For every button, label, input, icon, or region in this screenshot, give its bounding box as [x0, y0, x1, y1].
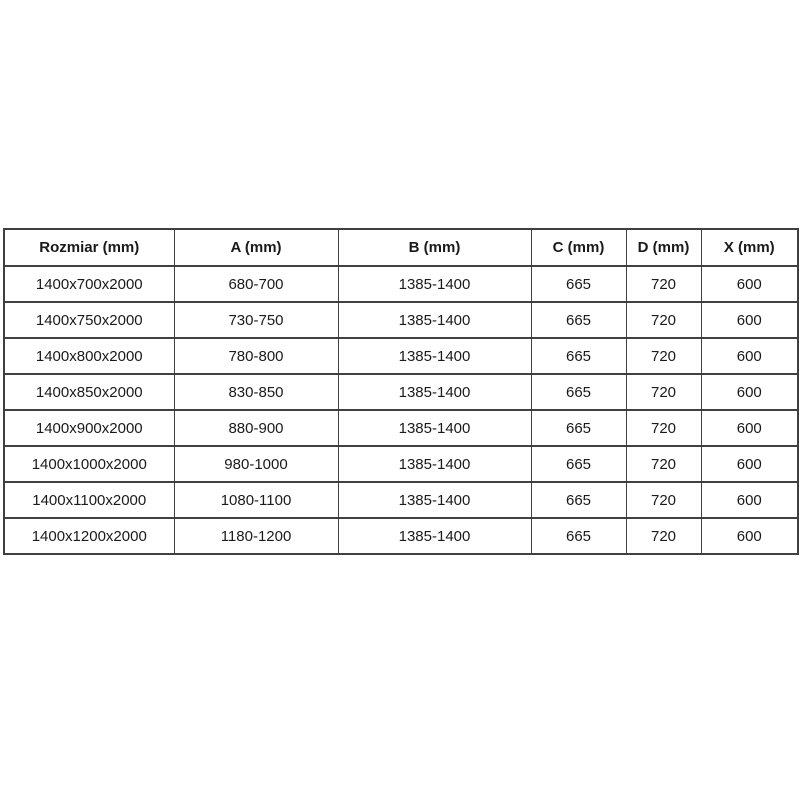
header-cell-d: D (mm)	[626, 229, 701, 266]
table-cell: 1400x800x2000	[4, 338, 174, 374]
table-cell: 665	[531, 302, 626, 338]
table-row	[4, 266, 798, 302]
table-cell: 1400x850x2000	[4, 374, 174, 410]
table-cell: 1400x700x2000	[4, 266, 174, 302]
table-cell: 600	[701, 374, 798, 410]
size-spec-table	[3, 228, 799, 555]
table-cell: 830-850	[174, 374, 338, 410]
table-cell: 665	[531, 338, 626, 374]
table-cell: 720	[626, 338, 701, 374]
header-cell-a: A (mm)	[174, 229, 338, 266]
table-cell: 665	[531, 446, 626, 482]
table-cell: 1400x900x2000	[4, 410, 174, 446]
table-cell: 1385-1400	[338, 482, 531, 518]
header-row	[4, 229, 798, 266]
header-cell-c: C (mm)	[531, 229, 626, 266]
table-row	[4, 374, 798, 410]
table-cell: 1385-1400	[338, 374, 531, 410]
header-cell-b: B (mm)	[338, 229, 531, 266]
table-cell: 1385-1400	[338, 518, 531, 554]
table-cell: 1180-1200	[174, 518, 338, 554]
table-cell: 600	[701, 338, 798, 374]
table-cell: 880-900	[174, 410, 338, 446]
table-cell: 980-1000	[174, 446, 338, 482]
table-cell: 665	[531, 374, 626, 410]
table-row	[4, 302, 798, 338]
table-cell: 720	[626, 410, 701, 446]
table-cell: 665	[531, 482, 626, 518]
table-cell: 665	[531, 266, 626, 302]
table-cell: 720	[626, 482, 701, 518]
table-cell: 600	[701, 482, 798, 518]
table-cell: 720	[626, 374, 701, 410]
table-cell: 680-700	[174, 266, 338, 302]
table-row	[4, 482, 798, 518]
table-cell: 600	[701, 266, 798, 302]
table-cell: 600	[701, 302, 798, 338]
table-cell: 665	[531, 410, 626, 446]
table-cell: 600	[701, 446, 798, 482]
table-cell: 1385-1400	[338, 338, 531, 374]
table-cell: 1400x1100x2000	[4, 482, 174, 518]
table-cell: 1385-1400	[338, 266, 531, 302]
table-cell: 720	[626, 302, 701, 338]
table-row	[4, 338, 798, 374]
header-cell-rozmiar: Rozmiar (mm)	[4, 229, 174, 266]
table-cell: 600	[701, 518, 798, 554]
table-cell: 1400x1200x2000	[4, 518, 174, 554]
table-cell: 665	[531, 518, 626, 554]
table-row	[4, 446, 798, 482]
table-cell: 730-750	[174, 302, 338, 338]
table-cell: 1400x750x2000	[4, 302, 174, 338]
table-row	[4, 410, 798, 446]
table-cell: 600	[701, 410, 798, 446]
table-cell: 720	[626, 518, 701, 554]
table-row	[4, 518, 798, 554]
table-cell: 1385-1400	[338, 410, 531, 446]
table-cell: 1080-1100	[174, 482, 338, 518]
table-cell: 1385-1400	[338, 302, 531, 338]
table-cell: 720	[626, 446, 701, 482]
table-cell: 780-800	[174, 338, 338, 374]
table-cell: 720	[626, 266, 701, 302]
table-cell: 1385-1400	[338, 446, 531, 482]
header-cell-x: X (mm)	[701, 229, 798, 266]
table-cell: 1400x1000x2000	[4, 446, 174, 482]
